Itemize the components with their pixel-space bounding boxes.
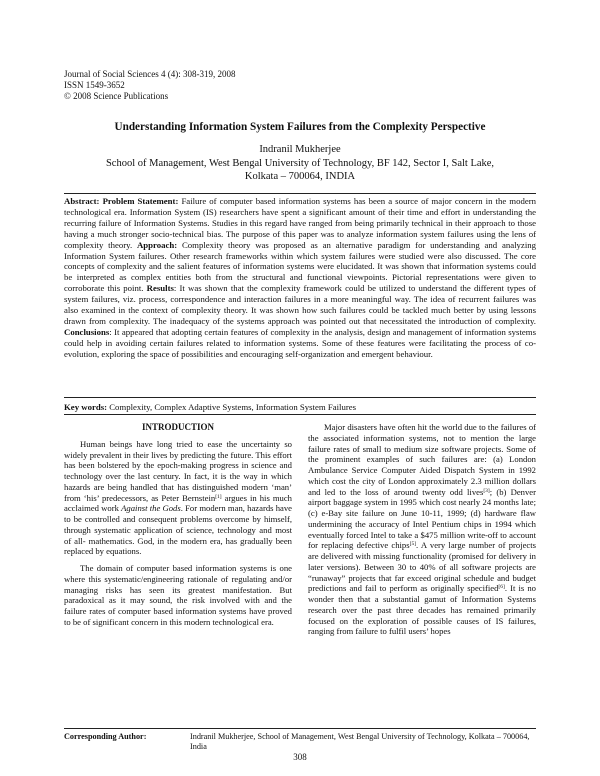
keywords <box>64 402 536 412</box>
abstract-label: Abstract: <box>64 196 100 206</box>
journal-issn: ISSN 1549-3652 <box>64 80 125 90</box>
journal-copyright: © 2008 Science Publications <box>64 91 169 101</box>
paper-title: Understanding Information System Failures from the Complexity Perspective <box>114 121 486 133</box>
intro-p3-text-2: ; (b) Denver airport baggage system in 1995 which cost nearly 24 months late; (c) e-Bay site failure on June 10-11, 1999; (d) hardware flaw undermining the accuracy of Intel Pentium chips in 1994 which eventually forced Intel to take a $475 million write-off to account for replacing defective chips <box>308 486 536 551</box>
intro-p1-text: Human beings have long tried to ease the uncertainty so widely prevalent in their lives by predicting the future. This effort has been bolstered by the epoch-making progress in science and technology over the last century. In fact, it is the way in which hazards are being handled that has distinguished modern ‘man’ from ‘his’ predecessors, as Peter Bernstein <box>64 438 292 503</box>
corresponding-author-text: Indranil Mukherjee, School of Management, West Bengal University of Technology, Kolkata – 700064, India <box>190 732 530 751</box>
citation-5: [5] <box>409 541 417 548</box>
journal-info <box>64 69 235 102</box>
citation-1: [1] <box>215 493 222 500</box>
footer-rule <box>64 728 536 729</box>
intro-p3-text-3: . A very large number of projects are delivered with missing functionality (promised for delivery in later versions). Between 30 to 40% of all software projects are “runaway” projects that far exceed original schedule and budget predictions and fail to perform as originally specified <box>308 540 536 594</box>
keywords-bottom-rule <box>64 414 536 415</box>
abstract-bottom-rule <box>64 397 536 398</box>
introduction-heading: INTRODUCTION <box>141 422 214 432</box>
approach-label: Approach: <box>136 239 178 250</box>
citation-6: [6] <box>498 584 505 591</box>
problem-statement-label: Problem Statement: <box>102 196 179 206</box>
conclusions-text: : It appeared that adopting certain features of complexity in the analysis, design and management of information systems could help in avoiding certain failures related to information systems. Some of these features were facilitating the process of co-evolution, exploring the space of possibilities and encouraging self-organization and emergent behaviour. <box>64 326 536 359</box>
intro-paragraph-2: The domain of computer based information systems is one where this systematic/engineering rationale of regulating and/or managing risks has seen its greatest manifestation. But paradoxical as it may sound, the risk involved with and the failure rates of computer based information systems have proved to be of significant concern in this modern technological era. <box>64 563 292 627</box>
right-column <box>308 422 536 637</box>
citation-3: [3] <box>483 487 490 494</box>
abstract <box>64 196 536 360</box>
affiliation-line-1: School of Management, West Bengal University of Technology, BF 142, Sector I, Salt Lake, <box>105 158 495 169</box>
affiliation-line-2: Kolkata – 700064, INDIA <box>244 171 356 182</box>
conclusions-label: Conclusions <box>64 326 110 337</box>
results-label: Results <box>146 283 174 294</box>
keywords-text: Complexity, Complex Adaptive Systems, Information System Failures <box>107 402 357 412</box>
intro-p1-text-3: . For modern man, hazards have to be controlled and consequent problems overcome by himself, through systematic application of science, technology and most of all- mathematics. God, in the modern era, has gradually been replaced by equations. <box>64 503 292 557</box>
intro-p1-text-2: argues in his much acclaimed work <box>64 492 292 514</box>
book-title: Against the Gods <box>121 503 181 514</box>
abstract-top-rule <box>64 193 536 194</box>
intro-paragraph-3 <box>308 422 536 637</box>
author-name: Indranil Mukherjee <box>259 144 341 155</box>
journal-citation: Journal of Social Sciences 4 (4): 308-319, 2008 <box>64 69 236 79</box>
problem-statement-text: Failure of computer based information systems has been a source of major concern in the modern technological era. Information System (IS) researchers have spent a significant amount of their time and effort in understanding the recurring failure of Information Systems. Studies in this regard have ranged from being primarily technical in their approach to those having a much stronger socio-technical bias. The purpose of this paper was to analyze information system failures using the lens of complexity theory. <box>64 196 537 250</box>
keywords-label: Key words: <box>64 402 108 412</box>
approach-text: Complexity theory was proposed as an alternative paradigm for understanding and analyzing Information System failures. Other research frameworks within which system failures were studied were also discussed. The core concepts of complexity and the salient features of information systems were elucidated. It was shown that information systems could be interpreted as complex entities both from the structural and functional viewpoints. Pictorial representations were given to corroborate this point. <box>64 239 536 294</box>
page-number: 308 <box>293 752 307 762</box>
corresponding-author-label: Corresponding Author: <box>64 732 147 741</box>
left-column <box>64 422 292 628</box>
results-text: : It was shown that the complexity framework could be utilized to understand the different types of system failures, viz. process, correspondence and interaction failures in a more meaningful way. The idea of recurrent failures was also examined in the context of complexity theory. It was shown how such failures could be tackled much better by using lessons drawn from complexity. The inadequacy of the systems approach was pointed out that necessitated the introduction of complexity. <box>64 283 537 326</box>
author-affiliation <box>0 157 600 183</box>
intro-p3-text: Major disasters have often hit the world due to the failures of the associated information systems, not to mention the large failure rates of small to medium size software projects. Some of the prominent examples of such failures are: (a) London Ambulance Service Computer Aided Dispatch System in 1992 which cost the city of London approximately 2.3 million dollars and led to the loss of around twenty odd lives <box>308 422 536 497</box>
intro-p3-text-4: . It is no wonder then that a substantial gamut of Information Systems research over the past three decades has remained primarily focused on the exploration of possible causes of IS failures, ranging from failure to fulfil users’ hopes <box>308 583 536 637</box>
intro-paragraph-1 <box>64 439 292 557</box>
